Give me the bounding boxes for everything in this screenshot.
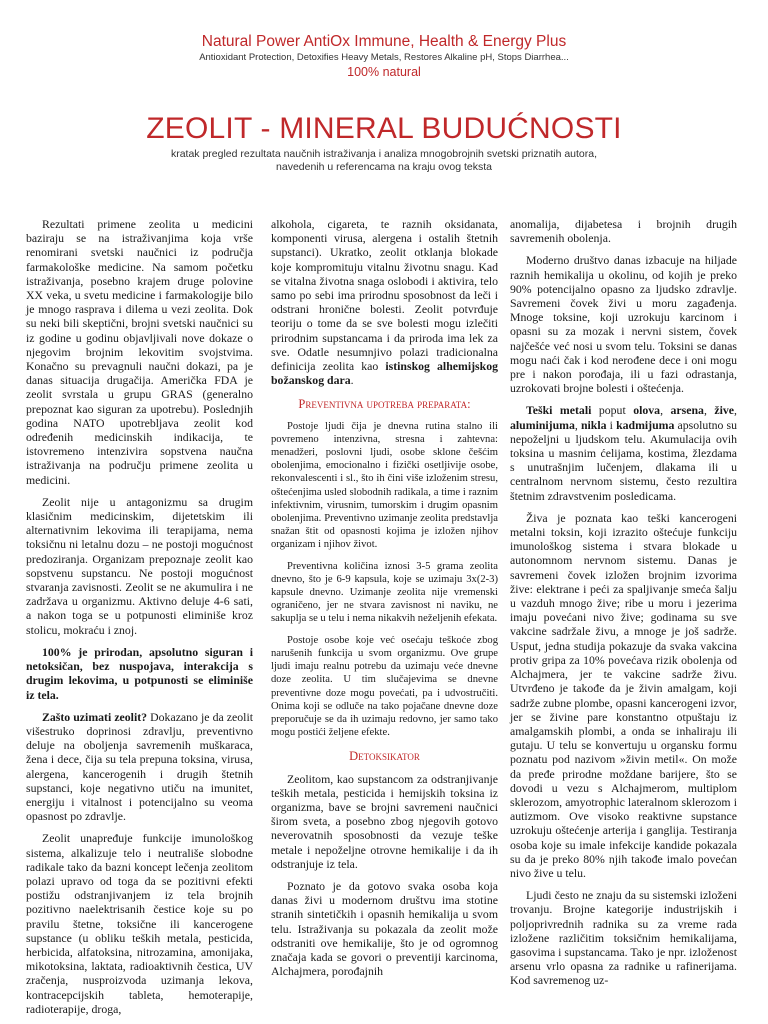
paragraph: Živa je poznata kao teški kancerogeni metalni toksin, koji izrazito oštećuje funkciju imunološkog sistema i stvara blokade u autonomnom nervnom sistemu. Danas je savremeni čovek izložen brojnim izvorima žive: elektrane i peći za spaljivanje smeća šalju u vazduh mnogo žive; ribe u moru i jezerima imaju povećani nivo žive; godinama su sve vakcine sadržale živu, a mnoge je još sadrže. Usput, jedna studija pokazuje da svaka vakcina protiv gripa za 10% povećava rizik obolenja od Alchajmera, jer te vakcine sadrže živu. Utvrđeno je takođe da je živin amalgam, koji sadrže zubne plombe, opasni kancerogeni izvor, jer se živine pare konstantno otpuštaju iz amalgamskih plombi, a onda se inhaliraju ili gutaju. U telu se konvertuju u organsku formu poznatu pod nazivom »živin metil«. On može da pređe prirodne moždane barijere, što se dovodi u vezu s Alchajmerom, multiplom sklerozom, amyotrophic lateralnom sklerozom i autizmom. Ove visoko reaktivne supstance uzrokuju oštećenje arterija i ganglija. Testiranja osoba koje su imale infekcije kandide pokazala su da je preko 80% njih takođe imalo povećan nivo žive u telu. xyxy=(510,510,737,880)
section-heading-preventive: Preventivna upotreba preparata: xyxy=(298,397,471,412)
bold-text: 100% je prirodan, apsolutno siguran i netoksičan, bez nuspojava, interakcija s drugim lekovima, u potpunosti se eliminiše iz tela. xyxy=(26,644,253,702)
paragraph-text: poput xyxy=(591,403,634,418)
page-subtitle xyxy=(0,148,768,174)
column-2 xyxy=(271,217,498,986)
paragraph: Moderno društvo danas izbacuje na hiljade raznih hemikalija u okolinu, od kojih je preko 90% potencijalno opasno za ljudsko zdravlje. Savremeni čovek živi u moru zagađenja. Mnoge toksine, koji uzrokuju karcinom i opasni su za mozak i nervni sistem, čovek najčešće već nosi u svom telu. Toksini se danas mogu naći čak i kod nerođene dece i oni mogu pre i nakon porođaja, ili u fazi odrastanja, uzrokovati brojne bolesti i oštećenja. xyxy=(510,253,737,396)
column-1 xyxy=(26,217,253,1024)
page-title: ZEOLIT - MINERAL BUDUĆNOSTI xyxy=(146,112,622,145)
highlight-paragraph xyxy=(26,645,253,702)
paragraph-text: , xyxy=(734,403,737,418)
paragraph-text: . xyxy=(350,373,354,388)
paragraph: Poznato je da gotovo svaka osoba koja danas živi u modernom društvu ima stotine stranih sintetičkih i opasnih hemikalija u svom telu. Istraživanja su pokazala da zeolit može odstraniti ove hemikalije, što je od ogromnog značaja kada se govori o preventiji karcinoma, Alchajmera, porođajnih xyxy=(271,878,498,979)
bold-text: istinskog alhemijskog božanskog dara xyxy=(271,359,498,388)
paragraph-text: , xyxy=(703,403,715,418)
paragraph: Postoje osobe koje već osećaju teškoće zbog narušenih funkcija u svom organizmu. Ove grupe ljudi imaju realnu potrebu da uzimaju veće dnevne doze zeolita. U tim slučajevima se dnevne preventivne doze mogu povećati, pa i udvostručiti. Onima koji se odluče na tako pojačane dnevne doze preporučuje se da ih uzimaju redovno, jer samo tako mogu postići željene efekte. xyxy=(271,634,498,739)
paragraph-text: Dokazano je da zeolit višestruko doprinosi zdravlju, preventivno deluje na oboljenja savremenih muškaraca, žena i dece, čija su tela prepuna toksina, virusa, alergena, kancerogenih i drugih štetnih supstanci, koje negativno utiču na imunitet, energiju i vitalnost i potencijalno su veoma opasnost po zdravlje. xyxy=(26,709,253,824)
subtitle-line-2: navedenih u referencama na kraju ovog teksta xyxy=(276,161,492,173)
bold-text: olova xyxy=(633,403,661,418)
paragraph-text: , xyxy=(660,403,671,418)
column-3 xyxy=(510,217,737,996)
paragraph-text: alkohola, cigareta, te raznih oksidanata, komponenti virusa, alergena i ostalih štetnih supstanci). Ukratko, zeolit otklanja blokade koje kompromituju vitalnu životnu snagu. Kad se vitalna životna snaga oslobodi i aktivira, telo samo po sebi ima prirodnu sposobnost da leči i odstrani hronične bolesti. Zeolit potvrđuje teoriju o tome da se sve bolesti mogu izlečiti prirodnim supstancama i da priroda ima lek za sve. Odatle nesumnjivo polazi tradicionalna definicija zeolita kao xyxy=(271,217,498,374)
bold-text: žive xyxy=(714,403,735,418)
paragraph: Zeolitom, kao supstancom za odstranjivanje teških metala, pesticida i hemijskih toksina iz organizma, bave se brojni savremeni naučnici širom sveta, a posebno zbog njegovih gotovo neverovatnih sposobnosti da vezuje teške metale i nepoželjne otrovne hemikalije i da ih odstranjuje iz tela. xyxy=(271,771,498,871)
bold-text: arsena xyxy=(670,403,704,418)
brand-tagline: Antioxidant Protection, Detoxifies Heavy Metals, Restores Alkaline pH, Stops Diarrhea... xyxy=(199,52,569,63)
paragraph: Ljudi često ne znaju da su sistemski izloženi trovanju. Brojne kategorije industrijskih i poljoprivrednih radnika su za vreme rada izložene različitim toksičnim hemikalijama, gasovima i supstancama. Tako je npr. izloženost arsenu vrlo opasna za radnike u rafinerijama. Kod savremenog uz- xyxy=(510,888,737,988)
paragraph: Preventivna količina iznosi 3-5 grama zeolita dnevno, što je 6-9 kapsula, koje se uzimaju 3x(2-3) kapsule dnevno. Uzimanje zeolita nije vremenski ograničeno, jer ne stvara zavisnost ni naviku, ne sakuplja se u telu i nema nikakvih neželjenih efekata. xyxy=(271,560,498,625)
paragraph-text: , xyxy=(574,417,581,432)
bold-text: kadmijuma xyxy=(616,417,675,432)
bold-text: aluminijuma xyxy=(510,417,575,432)
bold-text: Teški metali xyxy=(526,403,592,418)
natural-label: 100% natural xyxy=(347,65,421,79)
bold-lead: Zašto uzimati zeolit? xyxy=(42,709,148,724)
bold-text: nikla xyxy=(580,417,607,432)
paragraph xyxy=(26,710,253,824)
paragraph: Zeolit nije u antagonizmu sa drugim klasičnim medicinskim, dijetetskim ili alternativnim lekovima ili terapijama, nema toksičnu ni letalnu dozu – ne postoji mogućnost predoziranja. Organizam prepoznaje zeolit kao sopstvenu supstancu. Ne postoji mogućnost stvaranja zavisnosti. Zeolit se ne akumulira i ne zadržava u organizmu. Aktivno deluje 4-6 sati, a nakon toga se u potpunosti eliminiše kroz stolicu, mokraću i znoj. xyxy=(26,494,253,637)
paragraph: Rezultati primene zeolita u medicini baziraju se na istraživanjima koja vrše renomirani svetski naučnici iz područja farmakološke medicine. Na samom početku istraživanja, posebno krajem druge polovine XX veka, u svetu medicine i farmakologije bilo je mnogo rasprava i dilema u vezi zeolita. Dok su neki bili skeptični, brojni svetski naučnici su iz godine u godinu objavljivali nove dokaze o njegovim brojnim lekovitim svojstvima. Konačno su prevagnuli naučni dokazi, pa je danas situacija drugačija. Američka FDA je zeolit svrstala u grupu GRAS (generalno prepoznat kao siguran za upotrebu). Poslednjih godina NATO upotrebljava zeolit kod određenih medicinskih indikacija, te istovremeno intenzivira sopstvena naučna istraživanja na području primene zeolita u medicini. xyxy=(26,217,253,487)
brand-name: Natural Power AntiOx Immune, Health & Energy Plus xyxy=(201,33,567,50)
paragraph: Postoje ljudi čija je dnevna rutina stalno ili povremeno intenzivna, stresna i zahtevna: menadžeri, poslovni ljudi, osobe sklone češćim obolenjima, emocionalno i fizički osetljivije osobe, rekonvalescenti i sl., što ih čini više izloženim stresu, oštećenjima usled slobodnih radikala, a time i raznim infektivnim, virusnim, tumorskim i drugim opasnim obolenjima. Preventivno uzimanje zeolita predstavlja snažan štit od opasnosti kojima je izložen njihov organizam i njihov život. xyxy=(271,420,498,551)
paragraph-text: i xyxy=(606,417,617,432)
subtitle-line-1: kratak pregled rezultata naučnih istraživanja i analiza mnogobrojnih svetski priznatih autora, xyxy=(170,148,598,160)
paragraph: anomalija, dijabetesa i brojnih drugih savremenih obolenja. xyxy=(510,217,737,246)
paragraph xyxy=(510,403,737,502)
section-heading-detox: Detoksikator xyxy=(349,749,420,764)
paragraph-text: apsolutno su nepoželjni u ljudskom telu. Akumulacija ovih toksina u masnim ćelijama, kostima, žlezdama s unutrašnjim lučenjem, dlakama ili u centralnom nervnom sistemu, često rezultira štetnim zdravstvenim posledicama. xyxy=(510,417,737,503)
paragraph: Zeolit unapređuje funkcije imunološkog sistema, alkalizuje telo i neutrališe slobodne radikale tako da bazni koncept lečenja zeolitom polazi upravo od toga da se pozitivni efekti postižu odstranjivanjem iz tela brojnih pozitivno naelektrisanih čestice koje su po pravilu štetne, toksične ili kancerogene supstance (u obliku teških metala, pesticida, herbicida, alfatoksina, nitrozamina, amonijaka, mikotoksina, laktata, radioaktivnih čestica, UV zračenja, nusproizvoda uzimanja lekova, kontracepcijskih tableta, hemoterapije, radioterapije, droga, xyxy=(26,831,253,1016)
paragraph xyxy=(271,217,498,387)
